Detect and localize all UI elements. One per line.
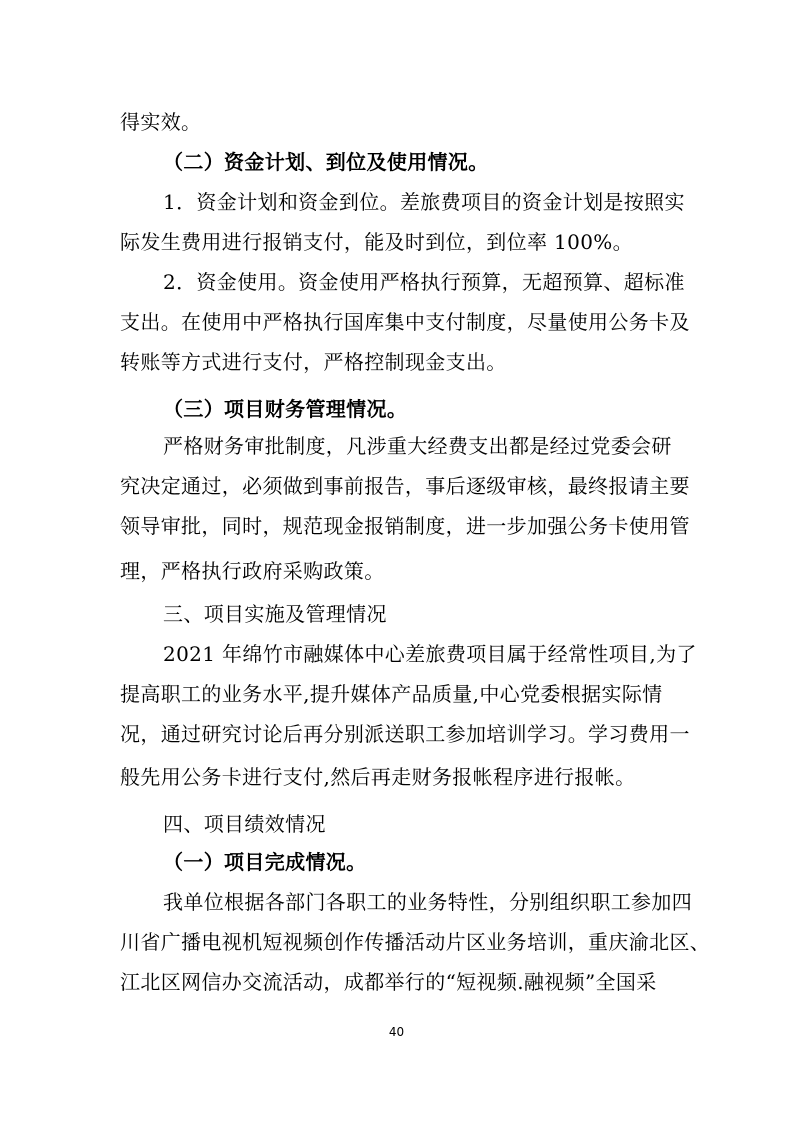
body-text-line: 般先用公务卡进行支付,然后再走财务报帐程序进行报帐。 [120, 765, 636, 789]
body-text-line: 支出。在使用中严格执行国库集中支付制度，尽量使用公务卡及 [120, 310, 690, 334]
section-heading: 四、项目绩效情况 [163, 812, 326, 836]
section-heading: （三）项目财务管理情况。 [163, 397, 408, 421]
body-text-line: 我单位根据各部门各职工的业务特性，分别组织职工参加四 [163, 890, 693, 914]
body-text-line: 转账等方式进行支付，严格控制现金支出。 [120, 350, 507, 374]
body-text-line: 际发生费用进行报销支付，能及时到位，到位率 100%。 [120, 230, 633, 254]
body-text-line: 2021 年绵竹市融媒体中心差旅费项目属于经常性项目,为了 [163, 642, 697, 666]
page-number: 40 [388, 1025, 405, 1039]
body-text-line: 2．资金使用。资金使用严格执行预算，无超预算、超标准 [163, 270, 685, 294]
section-heading: （一）项目完成情况。 [163, 850, 367, 874]
body-text-line: 领导审批，同时，规范现金报销制度，进一步加强公务卡使用管 [120, 514, 690, 538]
body-text-line: 川省广播电视机短视频创作传播活动片区业务培训，重庆渝北区、 [120, 930, 711, 954]
body-text-line: 江北区网信办交流活动，成都举行的“短视频.融视频”全国采 [120, 970, 657, 994]
body-text-line: 究决定通过，必须做到事前报告，事后逐级审核，最终报请主要 [120, 474, 690, 498]
body-text-line: 提高职工的业务水平,提升媒体产品质量,中心党委根据实际情 [120, 682, 663, 706]
body-text-line: 况，通过研究讨论后再分别派送职工参加培训学习。学习费用一 [120, 722, 690, 746]
section-heading: （二）资金计划、到位及使用情况。 [163, 150, 489, 174]
body-text-line: 严格财务审批制度，凡涉重大经费支出都是经过党委会研 [163, 434, 672, 458]
body-text-line: 得实效。 [120, 110, 202, 134]
section-heading: 三、项目实施及管理情况 [163, 602, 387, 626]
body-text-line: 1．资金计划和资金到位。差旅费项目的资金计划是按照实 [163, 190, 685, 214]
body-text-line: 理，严格执行政府采购政策。 [120, 559, 385, 583]
